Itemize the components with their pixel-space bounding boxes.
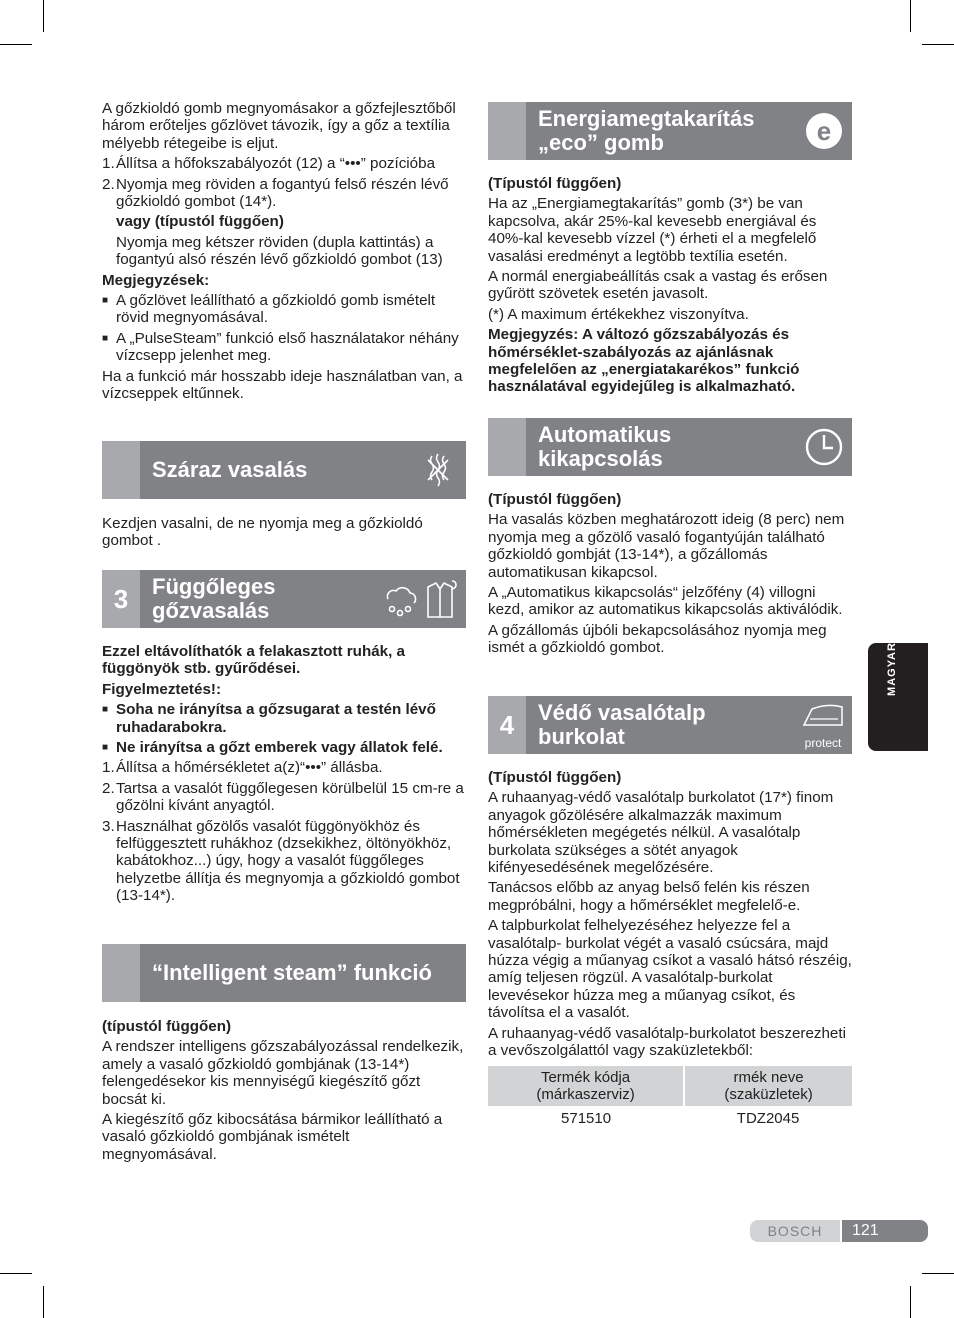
crop-mark — [0, 44, 32, 45]
or-text: Nyomja meg kétszer röviden (dupla kattintás) a fogantyú alsó részén lévő gőzkioldó gombot (13) — [116, 233, 443, 269]
header-tab — [102, 944, 140, 1002]
section-header-vertical — [102, 570, 466, 628]
section-title: Függőleges gőzvasalás — [152, 574, 276, 623]
section-title: “Intelligent steam” funkció — [152, 960, 432, 985]
table-header: rmék neve (szaküzletek) — [684, 1066, 852, 1106]
eco-body — [488, 175, 852, 399]
protect-icon — [798, 701, 848, 749]
left-column — [102, 100, 466, 406]
crop-mark — [922, 44, 954, 45]
auto-p2: A „Automatikus kikapcsolás“ jelzőfény (4) villogni kezd, amikor az automatikus kikapcsolás aktiválódik. — [488, 584, 843, 619]
section-header-auto — [488, 418, 852, 476]
protect-label-text: (Típustól függően) — [488, 769, 622, 786]
table-cell: 571510 — [561, 1109, 612, 1127]
dry-text: Kezdjen vasalni, de ne nyomja meg a gőzkioldó gombot . — [102, 515, 423, 550]
clock-icon — [802, 425, 846, 469]
soleplate-icon — [798, 701, 848, 731]
crop-mark — [43, 0, 44, 32]
section-title: Száraz vasalás — [152, 457, 308, 482]
header-tab — [102, 441, 140, 499]
section-title: Automatikus kikapcsolás — [538, 422, 672, 471]
table-row — [488, 1106, 852, 1131]
notes-label: Megjegyzések: — [102, 271, 210, 289]
eco-p3: (*) A maximum értékekhez viszonyítva. — [488, 305, 749, 323]
protect-p4: A ruhaanyag-védő vasalótalp-burkolatot beszerezheti a vevőszolgálattól vagy szaküzletekből: — [488, 1024, 846, 1060]
eco-note: Megjegyzés: A változó gőzszabályozás és hőmérséklet-szabályozás az ajánlásnak megfelelően az „energiatakarékos” funkció használatával egyidejűleg is alkalmazható. — [488, 326, 800, 396]
step-item: 1. Állítsa a hőfokszabályozót (12) a “•••” pozícióba — [102, 155, 436, 173]
page-number: 121 — [842, 1220, 928, 1242]
protect-p2: Tanácsos előbb az anyag belső felén kis részen megpróbálni, hogy a hőmérséklet megfelelő-e. — [488, 879, 810, 914]
protect-label: protect — [804, 736, 842, 750]
section-header-dry — [102, 441, 466, 499]
notes-after: Ha a funkció már hosszabb ideje használatban van, a vízcseppek eltűnnek. — [102, 367, 463, 403]
auto-p3: A gőzállomás újbóli bekapcsolásához nyomja meg ismét a gőzkioldó gombot. — [488, 621, 827, 657]
crop-mark — [910, 1286, 911, 1318]
crop-mark — [0, 1273, 32, 1274]
crop-mark — [43, 1286, 44, 1318]
footer-brand: BOSCH — [750, 1220, 840, 1242]
section-title: Energiamegtakarítás „eco” gomb — [538, 106, 755, 155]
language-label: MAGYAR — [886, 642, 898, 696]
or-label: vagy (típustól függően) — [116, 213, 284, 231]
header-tab — [488, 102, 526, 160]
step-item: 2. Nyomja meg röviden a fogantyú felső részén lévő gőzkioldó gombot (14*). — [102, 175, 449, 211]
eco-icon — [802, 109, 846, 153]
section-header-protect — [488, 696, 852, 754]
protect-p3: A talpburkolat felhelyezéséhez helyezze fel a vasalótalp- burkolat végét a vasaló csúcsára, majd húzza végig a műanyag csíkot a vasaló hátsó részéig, amíg teljesen rögzül. A vasalótalp-burkolat levevésekor húzza meg a műanyag csíkot, és távolítsa el a vasalót. — [488, 917, 852, 1022]
auto-label: (Típustól függően) — [488, 491, 622, 508]
no-steam-icon — [416, 448, 460, 492]
step-item: 2. Tartsa a vasalót függőlegesen körülbelül 15 cm-re a gőzölni kívánt anyagtól. — [102, 779, 464, 815]
protect-body — [488, 769, 852, 1131]
header-tab — [488, 418, 526, 476]
eco-p1: Ha az „Energiamegtakarítás” gomb (3*) be van kapcsolva, akár 25%-kal kevesebb energiával és 40%-kal kevesebb vízzel (*) érheti el a megfelelő vasalási eredményt a legtöbb textília esetén. — [488, 195, 817, 265]
warning-label: Figyelmeztetés!: — [102, 680, 222, 698]
vertical-bold: Ezzel eltávolíthatók a felakasztott ruhák, a függönyök stb. gyűrődései. — [102, 643, 406, 678]
step-item: 1. Állítsa a hőmérsékletet a(z)“•••” állásba. — [102, 759, 383, 777]
table-header: Termék kódja (márkaszerviz) — [488, 1066, 684, 1106]
note-item: ■ A „PulseSteam” funkció első használatakor néhány vízcsepp jelenhet meg. — [102, 329, 459, 365]
svg-text:e: e — [816, 116, 832, 146]
section-number: 4 — [488, 696, 526, 754]
intel-p1: A rendszer intelligens gőzszabályozással rendelkezik, amely a vasaló gőzkioldó gombjának (13-14*) felengedésekor kis mennyiségű kiegészítő gőzt bocsát ki. — [102, 1038, 464, 1108]
eco-p2: A normál energiabeállítás csak a vastag és erősen gyűrött szövetek esetén javasolt. — [488, 268, 828, 303]
section-header-intelligent — [102, 944, 466, 1002]
warning-item: ■ Ne irányítsa a gőzt emberek vagy állatok felé. — [102, 739, 443, 757]
section-title: Védő vasalótalp burkolat — [538, 700, 706, 749]
warning-item: ■ Soha ne irányítsa a gőzsugarat a testén lévő ruhadarabokra. — [102, 701, 436, 736]
section-header-eco — [488, 102, 852, 160]
eco-label: (Típustól függően) — [488, 175, 622, 192]
crop-mark — [910, 0, 911, 32]
step-item: 3. Használhat gőzölős vasalót függönyökhöz és felfüggesztett ruhákhoz (dzsekikhez, öltönyökhöz, kabátokhoz...) úgy, hogy a vasalót függőleges helyzetbe állítja és megnyomja a gőzkioldó gombot (13-14*). — [102, 817, 460, 905]
protect-p1: A ruhaanyag-védő vasalótalp burkolatot (17*) finom anyagok gőzölésére alkalmazzák maximum hőmérsékleten megégetés nélkül. A vasalótalp burkolata szükséges a sötét anyagok kifényesedésének megelőzésére. — [488, 789, 834, 877]
product-table — [488, 1066, 852, 1131]
table-cell: TDZ2045 — [736, 1109, 800, 1127]
language-tab — [868, 643, 928, 751]
note-item: ■ A gőzlövet leállítható a gőzkioldó gomb ismételt rövid megnyomásával. — [102, 292, 436, 327]
vertical-body — [102, 643, 466, 908]
vertical-steam-icon — [382, 577, 462, 621]
crop-mark — [922, 1273, 954, 1274]
intel-p2: A kiegészítő gőz kibocsátása bármikor leállítható a vasaló gőzkioldó gombjának ismételt megnyomásával. — [102, 1111, 443, 1163]
auto-body — [488, 491, 852, 660]
intelligent-body — [102, 1018, 466, 1166]
intro-text: A gőzkioldó gomb megnyomásakor a gőzfejlesztőből három erőteljes gőzlövet távozik, így a gőz a textília mélyebb rétegeibe is eljut. — [102, 100, 456, 152]
dry-text-block — [102, 515, 466, 553]
auto-p1: Ha vasalás közben meghatározott ideig (8 perc) nem nyomja meg a gőzölő vasaló fogantyúján található gőzkioldó gombját (13-14*), a gőzállomás automatikusan kikapcsol. — [488, 511, 845, 581]
intel-label: (típustól függően) — [102, 1018, 232, 1035]
section-number: 3 — [102, 570, 140, 628]
